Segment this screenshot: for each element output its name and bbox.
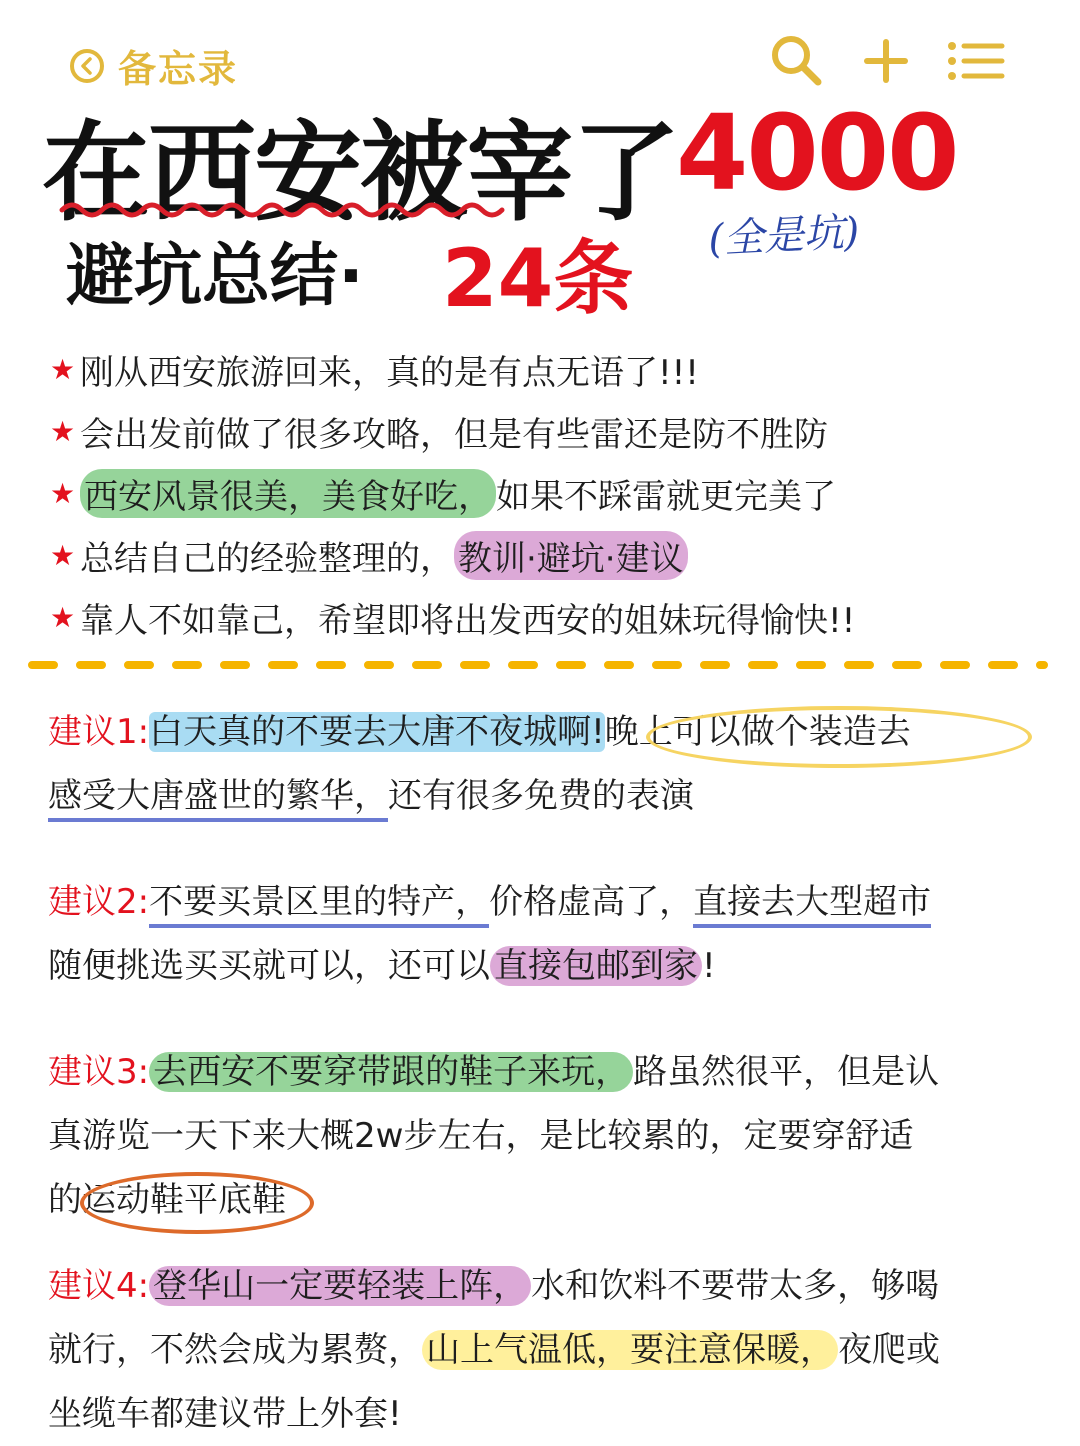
underline-text: 感受大唐盛世的繁华， [48, 776, 388, 822]
tip-text: 的 [48, 1180, 82, 1220]
star-icon: ★ [50, 476, 76, 510]
dashed-divider [28, 660, 1048, 670]
tip-text: 价格虚高了， [489, 882, 694, 922]
subtitle-count: 24条 [442, 232, 634, 325]
back-label: 备忘录 [118, 47, 239, 91]
subtitle: 避坑总结· [66, 237, 364, 316]
star-icon: ★ [50, 538, 76, 572]
intro-item [50, 586, 1050, 648]
tip-text: 晚上可以做个装造去 [604, 712, 911, 752]
back-chevron-icon [70, 49, 104, 83]
tip-label: 建议4: [48, 1266, 150, 1306]
search-icon[interactable] [768, 32, 824, 92]
intro-item [50, 338, 1050, 400]
tip-text: 夜爬或 [838, 1330, 940, 1370]
tip-label: 建议2: [48, 882, 150, 922]
underline-text: 不要买景区里的特产， [149, 882, 489, 928]
tip-label: 建议3: [48, 1052, 150, 1092]
highlight-yellow: 山上气温低，要注意保暖， [422, 1330, 838, 1370]
star-icon: ★ [50, 600, 76, 634]
intro-list [50, 338, 1050, 648]
page-title: 在西安被宰了 [42, 111, 679, 236]
intro-item [50, 462, 1050, 524]
star-icon: ★ [50, 414, 76, 448]
intro-text: 靠人不如靠己，希望即将出发西安的姐妹玩得愉快!! [80, 600, 856, 641]
highlight-pink: 教训·避坑·建议 [454, 531, 688, 580]
tip-2 [48, 870, 1038, 998]
list-icon[interactable] [944, 32, 1008, 92]
highlight-pink: 登华山一定要轻装上阵， [149, 1266, 531, 1306]
plus-icon[interactable] [860, 32, 912, 92]
intro-text: 会出发前做了很多攻略，但是有些雷还是防不胜防 [80, 414, 828, 455]
tip-text: ! [702, 946, 716, 986]
title-note: (全是坑) [707, 209, 861, 263]
title-amount: 4000 [676, 92, 958, 214]
tip-label: 建议1: [48, 712, 150, 752]
tip-text: 路虽然很平，但是认 [633, 1052, 940, 1092]
tip-text: 还有很多免费的表演 [388, 776, 694, 816]
tip-text: 坐缆车都建议带上外套! [48, 1394, 402, 1434]
back-button[interactable] [70, 38, 238, 93]
tip-3 [48, 1040, 1038, 1232]
intro-text: 总结自己的经验整理的， [80, 538, 454, 579]
highlight-green: 西安风景很美，美食好吃， [80, 469, 496, 518]
intro-item [50, 524, 1050, 586]
tip-text: 运动鞋平底鞋 [82, 1180, 286, 1220]
intro-item [50, 400, 1050, 462]
intro-text: 刚从西安旅游回来，真的是有点无语了!!! [80, 352, 699, 393]
tip-text: 真游览一天下来大概2w步左右，是比较累的，定要穿舒适 [48, 1116, 914, 1156]
tip-1 [48, 700, 1038, 828]
highlight-pink: 直接包邮到家 [490, 946, 702, 986]
highlight-green: 去西安不要穿带跟的鞋子来玩， [149, 1052, 633, 1092]
intro-text: 如果不踩雷就更完美了 [496, 476, 836, 517]
tip-text: 就行，不然会成为累赘， [48, 1330, 422, 1370]
star-icon: ★ [50, 352, 76, 386]
tip-text: 随便挑选买买就可以，还可以 [48, 946, 490, 986]
tip-text: 水和饮料不要带太多，够喝 [531, 1266, 940, 1306]
tip-4 [48, 1254, 1038, 1446]
highlight-blue: 白天真的不要去大唐不夜城啊! [149, 712, 605, 752]
underline-text: 直接去大型超市 [693, 882, 931, 928]
